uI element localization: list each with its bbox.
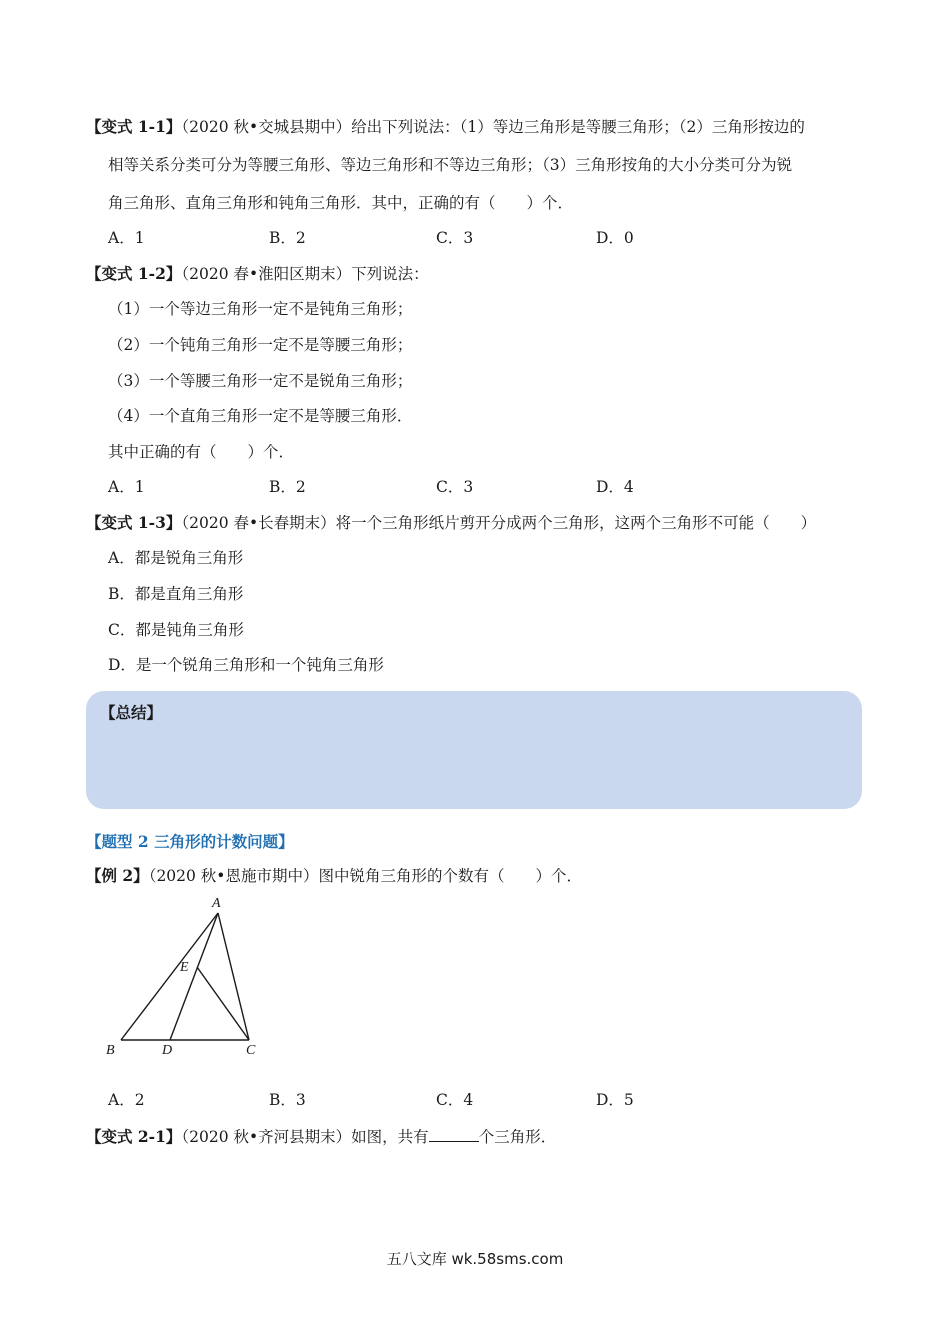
variant-1-2-question: 其中正确的有（ ）个． [108,443,295,461]
example-2-tag: 【例 2】 [86,866,149,885]
variant-1-2-option-c: C．3 [436,478,474,496]
triangle-figure [100,893,270,1063]
segment-ad [170,913,218,1040]
example-2-option-d: D．5 [596,1091,634,1109]
variant-1-1-line1: 【变式 1-1】（2020 秋•交城县期中）给出下列说法：（1）等边三角形是等腰三角形；（2）三角形按边的 [86,117,805,136]
answer-blank [429,1126,479,1142]
variant-1-2-item-4: （4）一个直角三角形一定不是等腰三角形． [108,407,413,425]
variant-1-2-item-2: （2）一个钝角三角形一定不是等腰三角形； [108,336,413,354]
example-2-line1: 【例 2】（2020 秋•恩施市期中）图中锐角三角形的个数有（ ）个． [86,866,582,885]
variant-1-2-item-1: （1）一个等边三角形一定不是钝角三角形； [108,300,413,318]
section-heading: 【题型 2 三角形的计数问题】 [86,832,294,851]
summary-label: 【总结】 [100,703,163,722]
variant-1-3-option-a: A．都是锐角三角形 [108,549,244,567]
variant-1-2-line1: 【变式 1-2】（2020 春•淮阳区期末）下列说法： [86,264,429,283]
example-2-option-b: B．3 [269,1091,306,1109]
variant-1-2-option-d: D．4 [596,478,634,496]
variant-1-3-tag: 【变式 1-3】 [86,513,182,532]
segment-ac [218,913,249,1040]
variant-1-3-option-c: C．都是钝角三角形 [108,621,244,639]
label-b: B [106,1043,115,1058]
variant-1-1-tag: 【变式 1-1】 [86,117,182,136]
variant-1-3-line1: 【变式 1-3】（2020 春•长春期末）将一个三角形纸片剪开分成两个三角形，这两个三角形不可能（ ） [86,513,817,532]
label-e: E [180,960,189,975]
variant-1-3-option-d: D．是一个锐角三角形和一个钝角三角形 [108,656,384,674]
variant-1-1-option-a: A．1 [108,229,145,247]
variant-2-1-tag: 【变式 2-1】 [86,1127,182,1146]
variant-1-3-option-b: B．都是直角三角形 [108,585,244,603]
variant-1-2-item-3: （3）一个等腰三角形一定不是锐角三角形； [108,372,413,390]
variant-1-2-option-b: B．2 [269,478,306,496]
summary-box [86,691,862,809]
variant-1-2-option-a: A．1 [108,478,145,496]
variant-2-1-line1: 【变式 2-1】（2020 秋•齐河县期末）如图，共有 个三角形． [86,1127,557,1146]
variant-1-1-option-d: D．0 [596,229,634,247]
variant-1-2-tag: 【变式 1-2】 [86,264,182,283]
label-d: D [162,1043,173,1058]
example-2-option-c: C．4 [436,1091,474,1109]
variant-1-1-line3: 角三角形、直角三角形和钝角三角形．其中，正确的有（ ）个． [108,194,574,212]
variant-1-1-line2: 相等关系分类可分为等腰三角形、等边三角形和不等边三角形；（3）三角形按角的大小分类可分为锐 [108,156,793,174]
variant-1-1-option-b: B．2 [269,229,306,247]
segment-ec [197,967,249,1040]
label-c: C [246,1043,256,1058]
example-2-option-a: A．2 [108,1091,145,1109]
label-a: A [212,896,221,911]
variant-1-1-option-c: C．3 [436,229,474,247]
footer-watermark: 五八文库 wk.58sms.com [386,1250,564,1268]
